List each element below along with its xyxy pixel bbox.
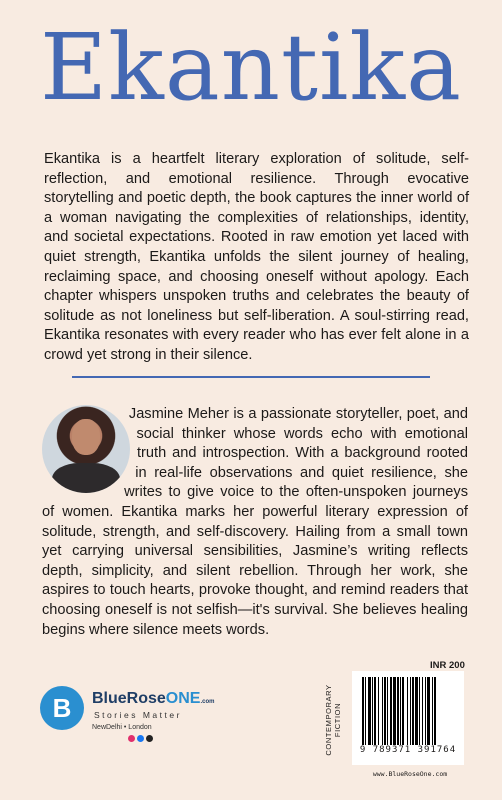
barcode-bar <box>365 677 366 745</box>
barcode-bar <box>415 677 418 745</box>
facebook-icon <box>137 735 144 742</box>
genre-line-2: FICTION <box>333 702 342 738</box>
author-section <box>42 405 468 640</box>
isbn-barcode <box>360 677 456 745</box>
author-photo-shirt <box>52 463 120 493</box>
barcode-bar <box>384 677 386 745</box>
barcode-bar <box>400 677 401 745</box>
barcode-bar <box>382 677 383 745</box>
barcode-bar <box>362 677 364 745</box>
author-photo-face <box>72 419 100 455</box>
barcode-bar <box>425 677 426 745</box>
publisher-tagline: Stories Matter <box>94 710 182 720</box>
genre-label <box>323 672 343 768</box>
publisher-name-part2: ONE <box>165 690 201 707</box>
author-photo <box>42 405 130 493</box>
instagram-icon <box>128 735 135 742</box>
barcode-bar <box>402 677 404 745</box>
barcode-bar <box>368 677 371 745</box>
publisher-logo-mark: B <box>40 686 84 730</box>
section-divider <box>72 376 430 378</box>
publisher-name-suffix: .com <box>200 699 215 705</box>
barcode-bar <box>372 677 373 745</box>
barcode-bar <box>407 677 408 745</box>
price-label: INR 200 <box>430 660 465 671</box>
barcode-bar <box>432 677 433 745</box>
barcode-box <box>352 671 464 765</box>
barcode-bar <box>427 677 430 745</box>
barcode-bar <box>390 677 392 745</box>
barcode-bar <box>378 677 379 745</box>
genre-line-1: CONTEMPORARY <box>324 684 333 756</box>
book-title: Ekantika <box>40 14 462 121</box>
barcode-bar <box>410 677 411 745</box>
barcode-bar <box>412 677 414 745</box>
social-icons <box>128 735 153 742</box>
barcode-bar <box>374 677 376 745</box>
author-bio: Jasmine Meher is a passionate storyteller, poet, and social thinker whose words echo with emotional truth and introspection. With a background rooted in real-life observations and quiet resilience, she writes to give voice to the often-unspoken journeys of women. Ekantika marks her powerful literary expression of solitude, strength, and self-discovery. Hailing from a small town yet carrying universal sensibilities, Jasmine’s writing reflects depth, simplicity, and silent rebellion. Through her work, she aspires to touch hearts, provoke thought, and remind readers that choosing oneself is not selfish—it's survival. She believes healing begins where silence meets words. <box>42 406 468 638</box>
isbn-number: 9 789371 391764 <box>359 745 457 755</box>
book-blurb: Ekantika is a heartfelt literary exploration of solitude, self-reflection, and emotional resilience. Through evocative storytelling and poetic depth, the book captures the inner world of a woman navigating the complexities of relationships, identity, and societal expectations. Rooted in raw emotion yet laced with quiet strength, Ekantika unfolds the silent journey of healing, reclaiming space, and choosing oneself without apology. Each chapter whispers unspoken truths and celebrates the beauty of solitude as not loneliness but self-liberation. A soul-stirring read, Ekantika resonates with every reader who has ever felt alone in a crowd yet strong in their silence. <box>44 151 469 363</box>
barcode-bar <box>393 677 396 745</box>
publisher-cities: NewDelhi • London <box>92 724 152 731</box>
barcode-bar <box>422 677 423 745</box>
publisher-website: www.BlueRoseOne.com <box>372 770 448 778</box>
barcode-bar <box>419 677 420 745</box>
barcode-bar <box>397 677 399 745</box>
x-icon <box>146 735 153 742</box>
publisher-logo <box>40 686 270 746</box>
publisher-name <box>92 690 214 708</box>
publisher-name-part1: BlueRose <box>92 690 166 707</box>
barcode-bar <box>387 677 388 745</box>
barcode-bar <box>434 677 436 745</box>
